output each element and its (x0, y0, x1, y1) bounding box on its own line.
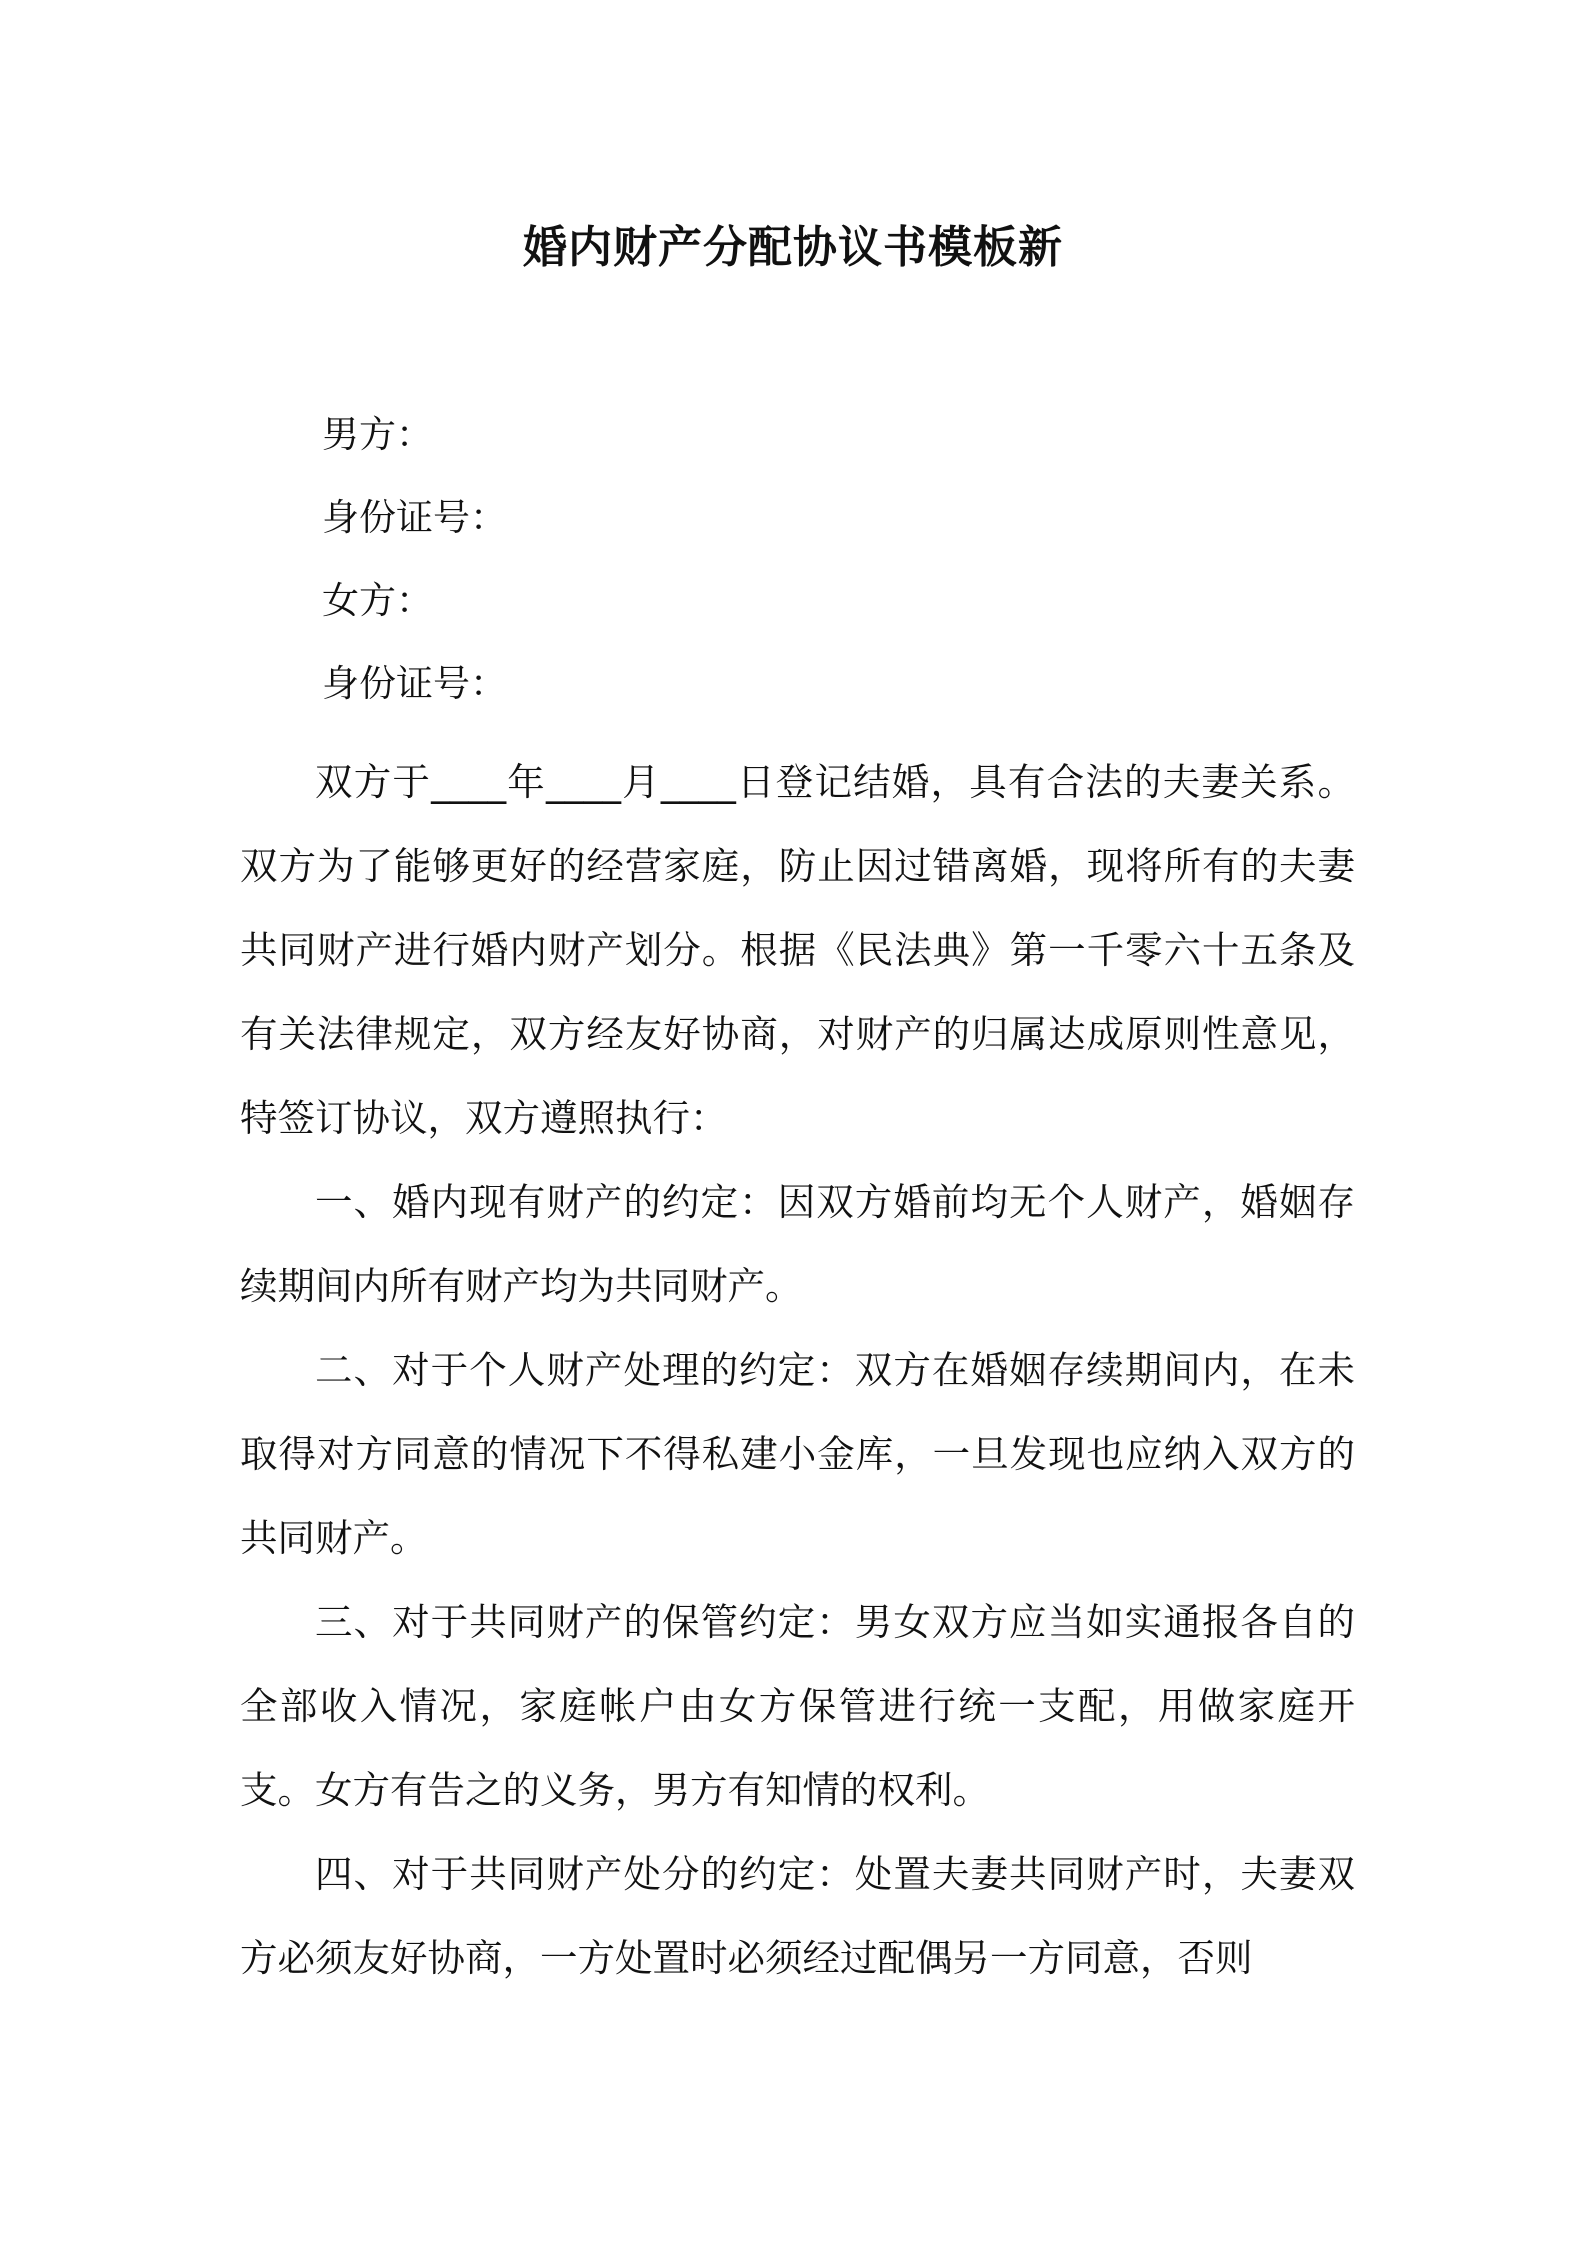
field-female-party: 女方： (322, 579, 433, 622)
document-title: 婚内财产分配协议书模板新 (523, 222, 1063, 273)
paragraph-preamble: 双方于____年____月____日登记结婚，具有合法的夫妻关系。双方为了能够更好的经营家庭，防止因过错离婚，现将所有的夫妻共同财产进行婚内财产划分。根据《民法典》第一千零六十五条及有关法律规定，双方经友好协商，对财产的归属达成原则性意见，特签订协议，双方遵照执行： (240, 760, 1355, 1140)
field-female-id-number: 身份证号： (322, 662, 507, 705)
paragraph-clause-1: 一、婚内现有财产的约定：因双方婚前均无个人财产，婚姻存续期间内所有财产均为共同财产。 (240, 1180, 1355, 1308)
agreement-body (240, 740, 1355, 2000)
paragraph-clause-3: 三、对于共同财产的保管约定：男女双方应当如实通报各自的全部收入情况，家庭帐户由女方保管进行统一支配，用做家庭开支。女方有告之的义务，男方有知情的权利。 (240, 1600, 1355, 1812)
paragraph-clause-2: 二、对于个人财产处理的约定：双方在婚姻存续期间内，在未取得对方同意的情况下不得私建小金库，一旦发现也应纳入双方的共同财产。 (240, 1348, 1355, 1560)
field-male-party: 男方： (322, 413, 433, 456)
field-male-id-number: 身份证号： (322, 496, 507, 539)
paragraph-clause-4: 四、对于共同财产处分的约定：处置夫妻共同财产时，夫妻双方必须友好协商，一方处置时必须经过配偶另一方同意，否则 (240, 1852, 1355, 1980)
